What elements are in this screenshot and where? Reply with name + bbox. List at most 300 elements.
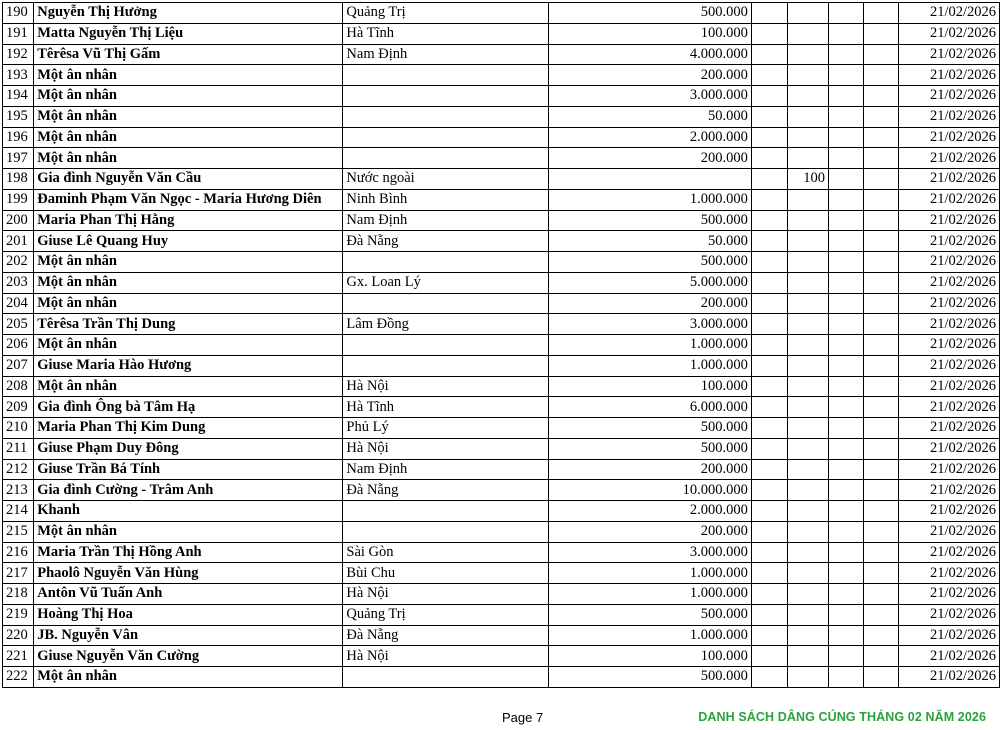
empty-cell	[829, 272, 864, 293]
donation-date: 21/02/2026	[898, 355, 999, 376]
empty-cell	[829, 44, 864, 65]
donation-amount: 1.000.000	[549, 625, 752, 646]
donor-place	[343, 148, 549, 169]
row-number: 209	[3, 397, 34, 418]
empty-cell	[829, 542, 864, 563]
donation-amount: 3.000.000	[549, 542, 752, 563]
donation-amount	[549, 169, 752, 190]
donation-date: 21/02/2026	[898, 397, 999, 418]
empty-cell	[751, 418, 787, 439]
donation-date: 21/02/2026	[898, 604, 999, 625]
row-number: 211	[3, 438, 34, 459]
donor-place	[343, 355, 549, 376]
extra-amount	[787, 376, 828, 397]
extra-amount	[787, 397, 828, 418]
extra-amount	[787, 65, 828, 86]
empty-cell	[829, 646, 864, 667]
empty-cell	[864, 65, 899, 86]
donation-date: 21/02/2026	[898, 65, 999, 86]
donation-date: 21/02/2026	[898, 3, 999, 24]
empty-cell	[751, 501, 787, 522]
empty-cell	[864, 252, 899, 273]
donor-name: Giuse Trần Bá Tính	[34, 459, 343, 480]
donor-name: Khanh	[34, 501, 343, 522]
donor-name: Một ân nhân	[34, 376, 343, 397]
empty-cell	[864, 521, 899, 542]
extra-amount	[787, 148, 828, 169]
donor-place	[343, 127, 549, 148]
extra-amount	[787, 625, 828, 646]
empty-cell	[829, 106, 864, 127]
empty-cell	[864, 293, 899, 314]
empty-cell	[864, 397, 899, 418]
empty-cell	[751, 625, 787, 646]
donor-name: Đaminh Phạm Văn Ngọc - Maria Hương Diên	[34, 189, 343, 210]
donor-place: Nam Định	[343, 210, 549, 231]
donor-name: Maria Trần Thị Hồng Anh	[34, 542, 343, 563]
empty-cell	[751, 584, 787, 605]
donation-amount: 500.000	[549, 604, 752, 625]
empty-cell	[751, 397, 787, 418]
donation-table-body	[3, 3, 1000, 688]
table-row	[3, 501, 1000, 522]
donor-name: Giuse Nguyễn Văn Cường	[34, 646, 343, 667]
donation-date: 21/02/2026	[898, 127, 999, 148]
empty-cell	[751, 604, 787, 625]
donation-amount: 1.000.000	[549, 355, 752, 376]
empty-cell	[864, 459, 899, 480]
donor-place	[343, 293, 549, 314]
empty-cell	[751, 106, 787, 127]
donor-name: Phaolô Nguyễn Văn Hùng	[34, 563, 343, 584]
donor-place: Quảng Trị	[343, 604, 549, 625]
donor-place: Đà Nẵng	[343, 480, 549, 501]
row-number: 210	[3, 418, 34, 439]
empty-cell	[829, 65, 864, 86]
row-number: 207	[3, 355, 34, 376]
empty-cell	[829, 314, 864, 335]
donation-date: 21/02/2026	[898, 501, 999, 522]
extra-amount: 100	[787, 169, 828, 190]
donor-name: Một ân nhân	[34, 667, 343, 688]
donation-amount: 2.000.000	[549, 501, 752, 522]
extra-amount	[787, 127, 828, 148]
empty-cell	[864, 44, 899, 65]
extra-amount	[787, 314, 828, 335]
table-row	[3, 314, 1000, 335]
empty-cell	[864, 604, 899, 625]
donation-date: 21/02/2026	[898, 189, 999, 210]
empty-cell	[829, 397, 864, 418]
empty-cell	[829, 252, 864, 273]
table-row	[3, 127, 1000, 148]
donor-name: Matta Nguyễn Thị Liệu	[34, 23, 343, 44]
row-number: 201	[3, 231, 34, 252]
donation-amount: 500.000	[549, 418, 752, 439]
empty-cell	[751, 272, 787, 293]
empty-cell	[829, 23, 864, 44]
empty-cell	[829, 604, 864, 625]
empty-cell	[864, 625, 899, 646]
donation-date: 21/02/2026	[898, 438, 999, 459]
donor-place: Hà Tĩnh	[343, 23, 549, 44]
empty-cell	[751, 252, 787, 273]
table-row	[3, 355, 1000, 376]
extra-amount	[787, 604, 828, 625]
donor-place: Phủ Lý	[343, 418, 549, 439]
row-number: 206	[3, 335, 34, 356]
donor-name: Antôn Vũ Tuấn Anh	[34, 584, 343, 605]
table-row	[3, 480, 1000, 501]
row-number: 192	[3, 44, 34, 65]
empty-cell	[864, 376, 899, 397]
empty-cell	[864, 418, 899, 439]
empty-cell	[751, 65, 787, 86]
donation-date: 21/02/2026	[898, 418, 999, 439]
empty-cell	[751, 376, 787, 397]
empty-cell	[864, 646, 899, 667]
donation-date: 21/02/2026	[898, 106, 999, 127]
donation-date: 21/02/2026	[898, 293, 999, 314]
empty-cell	[751, 480, 787, 501]
donor-place	[343, 106, 549, 127]
donor-place: Gx. Loan Lý	[343, 272, 549, 293]
row-number: 217	[3, 563, 34, 584]
empty-cell	[829, 210, 864, 231]
donor-place: Quảng Trị	[343, 3, 549, 24]
extra-amount	[787, 501, 828, 522]
table-row	[3, 646, 1000, 667]
donor-place: Hà Tĩnh	[343, 397, 549, 418]
extra-amount	[787, 542, 828, 563]
extra-amount	[787, 86, 828, 107]
row-number: 197	[3, 148, 34, 169]
donor-place	[343, 521, 549, 542]
table-row	[3, 252, 1000, 273]
table-row	[3, 667, 1000, 688]
empty-cell	[751, 314, 787, 335]
empty-cell	[829, 459, 864, 480]
donor-place: Hà Nội	[343, 376, 549, 397]
extra-amount	[787, 438, 828, 459]
row-number: 221	[3, 646, 34, 667]
empty-cell	[864, 169, 899, 190]
empty-cell	[864, 3, 899, 24]
donor-name: Giuse Phạm Duy Đông	[34, 438, 343, 459]
donation-amount: 6.000.000	[549, 397, 752, 418]
donation-date: 21/02/2026	[898, 521, 999, 542]
empty-cell	[829, 86, 864, 107]
donor-place	[343, 335, 549, 356]
donor-name: Một ân nhân	[34, 252, 343, 273]
donation-amount: 200.000	[549, 521, 752, 542]
empty-cell	[829, 231, 864, 252]
donor-place: Đà Nẵng	[343, 231, 549, 252]
donor-place: Nước ngoài	[343, 169, 549, 190]
donor-place	[343, 501, 549, 522]
empty-cell	[829, 3, 864, 24]
extra-amount	[787, 210, 828, 231]
table-row	[3, 65, 1000, 86]
table-row	[3, 604, 1000, 625]
extra-amount	[787, 335, 828, 356]
table-row	[3, 148, 1000, 169]
table-row	[3, 189, 1000, 210]
donor-name: Maria Phan Thị Hằng	[34, 210, 343, 231]
empty-cell	[864, 438, 899, 459]
row-number: 205	[3, 314, 34, 335]
row-number: 222	[3, 667, 34, 688]
donor-name: Một ân nhân	[34, 521, 343, 542]
empty-cell	[751, 210, 787, 231]
extra-amount	[787, 584, 828, 605]
donation-amount: 5.000.000	[549, 272, 752, 293]
empty-cell	[829, 521, 864, 542]
extra-amount	[787, 521, 828, 542]
donation-amount: 500.000	[549, 438, 752, 459]
document-title: DANH SÁCH DÂNG CÚNG THÁNG 02 NĂM 2026	[698, 710, 986, 724]
row-number: 198	[3, 169, 34, 190]
extra-amount	[787, 563, 828, 584]
empty-cell	[751, 127, 787, 148]
empty-cell	[864, 189, 899, 210]
donation-amount: 1.000.000	[549, 563, 752, 584]
donation-amount: 3.000.000	[549, 86, 752, 107]
empty-cell	[751, 231, 787, 252]
table-row	[3, 272, 1000, 293]
donation-table	[2, 2, 1000, 688]
donor-place	[343, 252, 549, 273]
donation-amount: 4.000.000	[549, 44, 752, 65]
row-number: 202	[3, 252, 34, 273]
table-row	[3, 3, 1000, 24]
donor-place: Đà Nẵng	[343, 625, 549, 646]
table-row	[3, 459, 1000, 480]
empty-cell	[751, 459, 787, 480]
donation-date: 21/02/2026	[898, 667, 999, 688]
empty-cell	[829, 563, 864, 584]
row-number: 203	[3, 272, 34, 293]
donation-amount: 200.000	[549, 65, 752, 86]
extra-amount	[787, 252, 828, 273]
donor-place	[343, 667, 549, 688]
empty-cell	[751, 169, 787, 190]
donor-name: Một ân nhân	[34, 148, 343, 169]
donor-name: Một ân nhân	[34, 65, 343, 86]
donation-amount: 200.000	[549, 459, 752, 480]
donation-amount: 500.000	[549, 252, 752, 273]
extra-amount	[787, 418, 828, 439]
row-number: 195	[3, 106, 34, 127]
empty-cell	[751, 23, 787, 44]
table-row	[3, 521, 1000, 542]
donor-name: Hoàng Thị Hoa	[34, 604, 343, 625]
empty-cell	[864, 314, 899, 335]
empty-cell	[864, 210, 899, 231]
empty-cell	[864, 667, 899, 688]
donation-date: 21/02/2026	[898, 480, 999, 501]
donation-date: 21/02/2026	[898, 335, 999, 356]
row-number: 200	[3, 210, 34, 231]
empty-cell	[829, 480, 864, 501]
donation-amount: 200.000	[549, 148, 752, 169]
empty-cell	[864, 106, 899, 127]
donor-place: Hà Nội	[343, 646, 549, 667]
donation-date: 21/02/2026	[898, 646, 999, 667]
donation-amount: 100.000	[549, 376, 752, 397]
empty-cell	[751, 542, 787, 563]
donor-name: Nguyễn Thị Hưởng	[34, 3, 343, 24]
donation-date: 21/02/2026	[898, 148, 999, 169]
row-number: 215	[3, 521, 34, 542]
empty-cell	[864, 542, 899, 563]
donation-date: 21/02/2026	[898, 563, 999, 584]
extra-amount	[787, 3, 828, 24]
donation-date: 21/02/2026	[898, 584, 999, 605]
table-row	[3, 23, 1000, 44]
table-row	[3, 210, 1000, 231]
donation-amount: 3.000.000	[549, 314, 752, 335]
empty-cell	[829, 169, 864, 190]
extra-amount	[787, 106, 828, 127]
row-number: 196	[3, 127, 34, 148]
donation-amount: 500.000	[549, 210, 752, 231]
extra-amount	[787, 480, 828, 501]
empty-cell	[829, 355, 864, 376]
donor-name: Một ân nhân	[34, 335, 343, 356]
donor-place: Nam Định	[343, 459, 549, 480]
empty-cell	[864, 231, 899, 252]
donation-amount: 50.000	[549, 231, 752, 252]
donor-place: Bùi Chu	[343, 563, 549, 584]
donor-place: Hà Nội	[343, 584, 549, 605]
empty-cell	[751, 438, 787, 459]
table-row	[3, 44, 1000, 65]
donor-place: Hà Nội	[343, 438, 549, 459]
row-number: 191	[3, 23, 34, 44]
table-row	[3, 231, 1000, 252]
donation-amount: 10.000.000	[549, 480, 752, 501]
table-row	[3, 563, 1000, 584]
empty-cell	[864, 127, 899, 148]
empty-cell	[751, 335, 787, 356]
donation-date: 21/02/2026	[898, 231, 999, 252]
empty-cell	[864, 355, 899, 376]
empty-cell	[864, 501, 899, 522]
row-number: 216	[3, 542, 34, 563]
row-number: 219	[3, 604, 34, 625]
empty-cell	[751, 355, 787, 376]
extra-amount	[787, 189, 828, 210]
empty-cell	[829, 148, 864, 169]
donation-date: 21/02/2026	[898, 210, 999, 231]
table-row	[3, 625, 1000, 646]
empty-cell	[751, 667, 787, 688]
page-number: Page 7	[502, 710, 544, 725]
extra-amount	[787, 23, 828, 44]
donor-name: Gia đình Ông bà Tâm Hạ	[34, 397, 343, 418]
empty-cell	[864, 148, 899, 169]
donor-name: Giuse Lê Quang Huy	[34, 231, 343, 252]
table-row	[3, 169, 1000, 190]
donor-place	[343, 86, 549, 107]
donor-name: Gia đình Cường - Trâm Anh	[34, 480, 343, 501]
extra-amount	[787, 293, 828, 314]
empty-cell	[829, 189, 864, 210]
donor-name: Một ân nhân	[34, 106, 343, 127]
extra-amount	[787, 646, 828, 667]
donor-place: Lâm Đồng	[343, 314, 549, 335]
donor-name: Một ân nhân	[34, 293, 343, 314]
empty-cell	[751, 293, 787, 314]
empty-cell	[751, 521, 787, 542]
donation-amount: 50.000	[549, 106, 752, 127]
empty-cell	[864, 272, 899, 293]
donation-amount: 100.000	[549, 23, 752, 44]
empty-cell	[751, 148, 787, 169]
row-number: 214	[3, 501, 34, 522]
donation-amount: 500.000	[549, 667, 752, 688]
donation-amount: 2.000.000	[549, 127, 752, 148]
donor-name: Một ân nhân	[34, 272, 343, 293]
empty-cell	[829, 501, 864, 522]
table-row	[3, 86, 1000, 107]
empty-cell	[829, 625, 864, 646]
empty-cell	[751, 563, 787, 584]
empty-cell	[864, 584, 899, 605]
extra-amount	[787, 459, 828, 480]
empty-cell	[864, 23, 899, 44]
donor-place: Ninh Bình	[343, 189, 549, 210]
donation-amount: 1.000.000	[549, 584, 752, 605]
donor-name: JB. Nguyễn Vân	[34, 625, 343, 646]
row-number: 204	[3, 293, 34, 314]
donor-name: Một ân nhân	[34, 127, 343, 148]
donation-date: 21/02/2026	[898, 376, 999, 397]
table-row	[3, 438, 1000, 459]
table-row	[3, 418, 1000, 439]
row-number: 208	[3, 376, 34, 397]
table-row	[3, 542, 1000, 563]
extra-amount	[787, 355, 828, 376]
donation-date: 21/02/2026	[898, 459, 999, 480]
donation-date: 21/02/2026	[898, 169, 999, 190]
empty-cell	[864, 563, 899, 584]
donor-place: Sài Gòn	[343, 542, 549, 563]
empty-cell	[829, 376, 864, 397]
donor-name: Têrêsa Trần Thị Dung	[34, 314, 343, 335]
donor-place: Nam Định	[343, 44, 549, 65]
donor-name: Maria Phan Thị Kim Dung	[34, 418, 343, 439]
empty-cell	[829, 127, 864, 148]
extra-amount	[787, 667, 828, 688]
extra-amount	[787, 44, 828, 65]
donation-date: 21/02/2026	[898, 314, 999, 335]
table-row	[3, 335, 1000, 356]
donation-date: 21/02/2026	[898, 86, 999, 107]
table-row	[3, 376, 1000, 397]
donation-date: 21/02/2026	[898, 252, 999, 273]
empty-cell	[829, 335, 864, 356]
row-number: 193	[3, 65, 34, 86]
empty-cell	[829, 584, 864, 605]
extra-amount	[787, 272, 828, 293]
row-number: 194	[3, 86, 34, 107]
donation-amount: 1.000.000	[549, 189, 752, 210]
row-number: 190	[3, 3, 34, 24]
donor-name: Giuse Maria Hào Hương	[34, 355, 343, 376]
empty-cell	[751, 646, 787, 667]
